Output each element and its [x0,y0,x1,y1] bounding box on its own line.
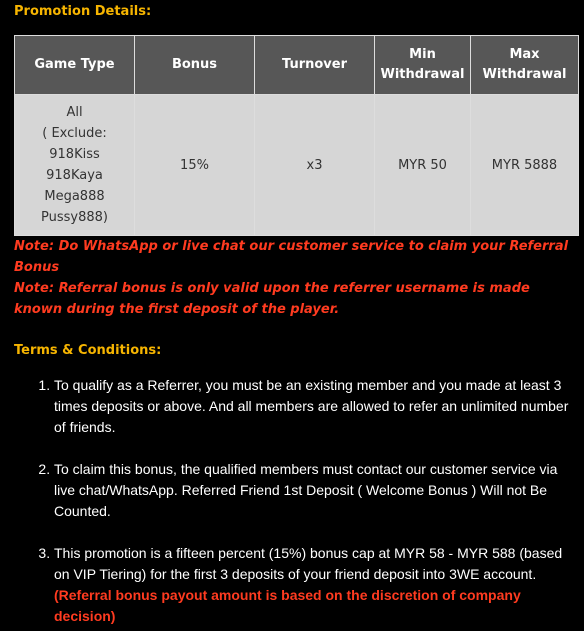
promotion-table [14,35,579,236]
cell-max-withdrawal: MYR 5888 [471,95,579,236]
promotion-details-heading: Promotion Details: [14,4,152,19]
note-claim-referral: Note: Do WhatsApp or live chat our customer service to claim your Referral Bonus [14,239,569,275]
header-turnover: Turnover [255,36,375,95]
header-min-withdrawal [375,36,471,95]
header-max-withdrawal [471,36,579,95]
table-header-row [15,36,579,95]
cell-turnover: x3 [255,95,375,236]
terms-list [14,375,574,627]
header-min-withdrawal-line2: Withdrawal [380,67,465,82]
cell-game-type [15,95,135,236]
game-type-line: 918Kiss [49,147,100,162]
term-text: This promotion is a fifteen percent (15%) bonus cap at MYR 58 - MYR 588 (based on VIP Tiering) for the first 3 deposits of your friend deposit into 3WE account. [54,545,563,582]
header-bonus: Bonus [135,36,255,95]
game-type-line: ( Exclude: [42,126,107,141]
term-item-2 [54,459,574,522]
notes-block [14,236,574,320]
game-type-line: Mega888 [44,189,105,204]
cell-bonus: 15% [135,95,255,236]
game-type-line: Pussy888) [41,210,108,225]
note-referrer-username: Note: Referral bonus is only valid upon the referrer username is made known during the first deposit of the player. [14,281,530,317]
header-min-withdrawal-line1: Min [409,47,436,62]
term-3-payout-note: (Referral bonus payout amount is based on the discretion of company decision) [54,587,521,624]
term-item-1 [54,375,574,438]
game-type-line: 918Kaya [46,168,103,183]
cell-min-withdrawal: MYR 50 [375,95,471,236]
terms-conditions-heading: Terms & Conditions: [14,343,162,358]
term-text: To qualify as a Referrer, you must be an existing member and you made at least 3 times deposits or above. And all members are allowed to refer an unlimited number of friends. [54,377,569,435]
table-row [15,95,579,236]
header-game-type: Game Type [15,36,135,95]
game-type-line: All [66,105,83,120]
term-text: To claim this bonus, the qualified members must contact our customer service via live chat/WhatsApp. Referred Friend 1st Deposit ( Welcome Bonus ) Will not Be Counted. [54,461,558,519]
header-max-withdrawal-line1: Max [509,47,540,62]
term-item-3 [54,543,574,627]
header-max-withdrawal-line2: Withdrawal [482,67,567,82]
